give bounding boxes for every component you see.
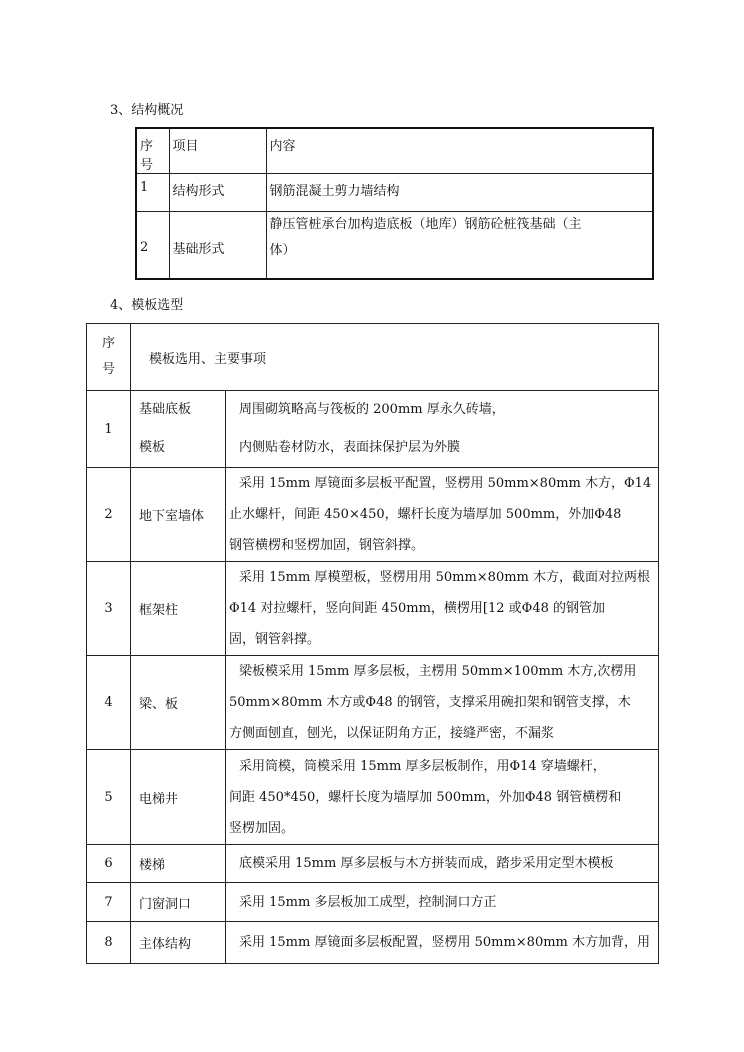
content-line: 底模采用 15mm 厚多层板与木方拼装而成，踏步采用定型木模板 xyxy=(239,856,614,871)
table-row xyxy=(87,750,659,845)
header-number-cell xyxy=(87,324,131,391)
content-line: Φ14 对拉螺杆，竖向间距 450mm，横楞用[12 或Φ48 的钢管加 xyxy=(229,601,606,616)
row-item: 门窗洞口 xyxy=(131,883,226,922)
table-row xyxy=(136,212,653,279)
row-number: 6 xyxy=(87,845,131,883)
row-item: 地下室墙体 xyxy=(131,468,226,562)
content-line: 梁板模采用 15mm 厚多层板，主楞用 50mm×100mm 木方,次楞用 xyxy=(239,664,637,679)
header-cell: 项目 xyxy=(169,128,266,174)
content-line: 间距 450*450，螺杆长度为墙厚加 500mm，外加Φ48 钢管横楞和 xyxy=(229,789,622,805)
item-line: 基础底板 xyxy=(139,402,192,417)
table-row xyxy=(87,922,659,964)
table-row xyxy=(87,468,659,562)
table-header-row xyxy=(136,128,653,174)
row-number: 2 xyxy=(136,212,169,279)
content-line: 采用 15mm 厚模塑板，竖楞用用 50mm×80mm 木方，截面对拉两根 xyxy=(239,570,651,585)
table-row xyxy=(136,174,653,212)
row-content xyxy=(266,174,653,212)
header-main-cell: 模板选用、主要事项 xyxy=(131,324,659,391)
row-content xyxy=(226,845,659,883)
row-content xyxy=(226,656,659,750)
header-text: 序 xyxy=(101,336,115,351)
row-content xyxy=(226,750,659,845)
row-number: 7 xyxy=(87,883,131,922)
header-text: 号 xyxy=(101,362,115,377)
content-line: 固，钢管斜撑。 xyxy=(229,632,321,647)
table-row xyxy=(87,845,659,883)
content-line: 采用筒模，筒模采用 15mm 厚多层板制作，用Φ14 穿墙螺杆， xyxy=(239,758,606,774)
row-number: 5 xyxy=(87,750,131,845)
table-row xyxy=(87,562,659,656)
content-line: 钢筋混凝土剪力墙结构 xyxy=(269,184,400,199)
row-item xyxy=(131,391,226,468)
row-content xyxy=(226,922,659,964)
row-number: 4 xyxy=(87,656,131,750)
content-line: 静压管桩承台加构造底板（地库）钢筋砼桩筏基础（主 xyxy=(269,217,582,232)
content-line: 止水螺杆，间距 450×450，螺杆长度为墙厚加 500mm，外加Φ48 xyxy=(229,507,622,522)
content-line: 周围砌筑略高与筏板的 200mm 厚永久砖墙， xyxy=(239,402,505,417)
row-number: 1 xyxy=(87,391,131,468)
content-line: 体） xyxy=(269,243,296,258)
row-number: 8 xyxy=(87,922,131,964)
row-item: 结构形式 xyxy=(169,174,266,212)
content-line: 采用 15mm 厚镜面多层板配置，竖楞用 50mm×80mm 木方加背，用 xyxy=(239,935,651,950)
item-line: 模板 xyxy=(139,440,166,455)
content-line: 钢管横楞和竖楞加固，钢管斜撑。 xyxy=(229,538,425,553)
row-item: 基础形式 xyxy=(169,212,266,279)
row-content xyxy=(226,391,659,468)
row-item: 框架柱 xyxy=(131,562,226,656)
section-3-heading: 3、结构概况 xyxy=(110,103,184,118)
row-number: 2 xyxy=(87,468,131,562)
structure-overview-table xyxy=(135,127,654,280)
row-content xyxy=(226,562,659,656)
table-row xyxy=(87,391,659,468)
content-line: 采用 15mm 厚镜面多层板平配置，竖楞用 50mm×80mm 木方，Φ14 xyxy=(239,476,652,491)
row-item: 梁、板 xyxy=(131,656,226,750)
row-item: 楼梯 xyxy=(131,845,226,883)
content-line: 方侧面刨直，刨光，以保证阴角方正，接缝严密，不漏浆 xyxy=(229,726,555,741)
row-item: 主体结构 xyxy=(131,922,226,964)
row-number: 3 xyxy=(87,562,131,656)
row-content xyxy=(226,468,659,562)
section-4-heading: 4、模板选型 xyxy=(110,298,184,313)
content-line: 采用 15mm 多层板加工成型，控制洞口方正 xyxy=(239,894,497,910)
content-line: 内侧贴卷材防水，表面抹保护层为外膜 xyxy=(239,440,461,455)
row-number: 1 xyxy=(136,174,169,212)
table-row xyxy=(87,656,659,750)
header-cell: 内容 xyxy=(266,128,653,174)
table-row xyxy=(87,883,659,922)
content-line: 50mm×80mm 木方或Φ48 的钢管，支撑采用碗扣架和钢管支撑，木 xyxy=(229,695,631,710)
row-content xyxy=(226,883,659,922)
formwork-selection-table xyxy=(86,323,659,964)
content-line: 竖楞加固。 xyxy=(229,820,295,836)
header-cell: 序号 xyxy=(136,128,169,174)
table-header-row xyxy=(87,324,659,391)
row-item: 电梯井 xyxy=(131,750,226,845)
row-content xyxy=(266,212,653,279)
